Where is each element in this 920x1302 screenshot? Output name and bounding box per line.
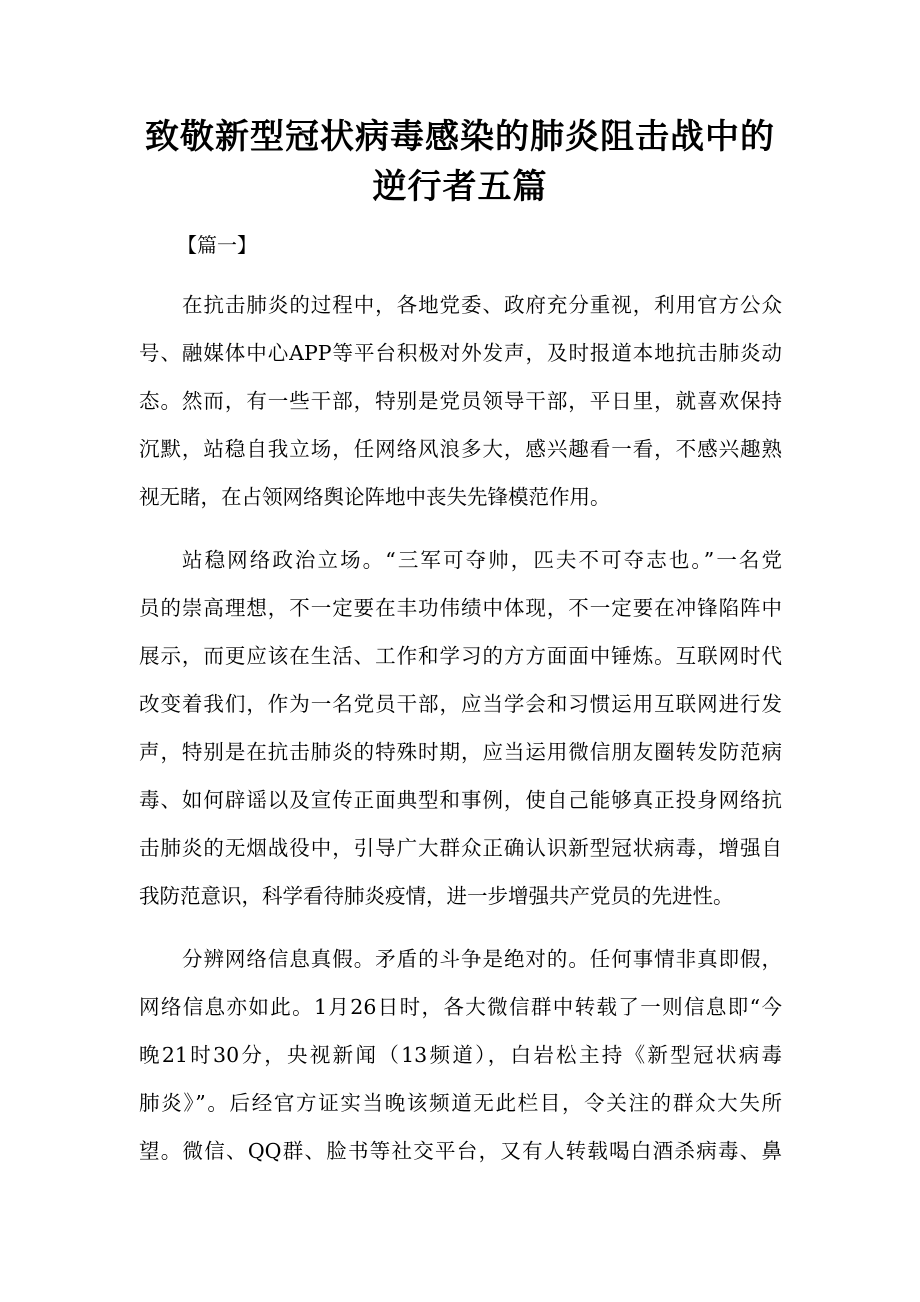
paragraph-2-line-3: 展示，而更应该在生活、工作和学习的方方面面中锤炼。互联网时代 bbox=[139, 644, 782, 668]
paragraph-1-line-1: 在抗击肺炎的过程中，各地党委、政府充分重视，利用官方公众 bbox=[182, 293, 782, 317]
paragraph-3-line-3: 晚21时30分，央视新闻（13频道），白岩松主持《新型冠状病毒 bbox=[139, 1043, 782, 1067]
paragraph-2-line-5: 声，特别是在抗击肺炎的特殊时期，应当运用微信朋友圈转发防范病 bbox=[139, 740, 782, 764]
title-line-2: 逆行者五篇 bbox=[372, 167, 548, 207]
paragraph-3-line-2: 网络信息亦如此。1月26日时，各大微信群中转载了一则信息即“今 bbox=[139, 995, 782, 1019]
title-line-1: 致敬新型冠状病毒感染的肺炎阻击战中的 bbox=[145, 117, 775, 157]
paragraph-1-line-2: 号、融媒体中心APP等平台积极对外发声，及时报道本地抗击肺炎动 bbox=[139, 341, 782, 365]
paragraph-2-line-1: 站稳网络政治立场。“三军可夺帅，匹夫不可夺志也。”一名党 bbox=[182, 548, 782, 572]
paragraph-3-line-5: 望。微信、QQ群、脸书等社交平台，又有人转载喝白酒杀病毒、鼻 bbox=[139, 1139, 782, 1163]
paragraph-3-line-1: 分辨网络信息真假。矛盾的斗争是绝对的。任何事情非真即假， bbox=[182, 947, 782, 971]
paragraph-2-line-6: 毒、如何辟谣以及宣传正面典型和事例，使自己能够真正投身网络抗 bbox=[139, 788, 782, 812]
paragraph-1-line-4: 沉默，站稳自我立场，任网络风浪多大，感兴趣看一看，不感兴趣熟 bbox=[139, 437, 782, 461]
document-title bbox=[100, 112, 820, 212]
paragraph-2-line-8: 我防范意识，科学看待肺炎疫情，进一步增强共产党员的先进性。 bbox=[139, 884, 734, 908]
paragraph-1-line-3: 态。然而，有一些干部，特别是党员领导干部，平日里，就喜欢保持 bbox=[139, 389, 782, 413]
paragraph-2-line-2: 员的崇高理想，不一定要在丰功伟绩中体现，不一定要在冲锋陷阵中 bbox=[139, 596, 782, 620]
paragraph-2-line-7: 击肺炎的无烟战役中，引导广大群众正确认识新型冠状病毒，增强自 bbox=[139, 836, 782, 860]
paragraph-1-line-5: 视无睹，在占领网络舆论阵地中丧失先锋模范作用。 bbox=[139, 485, 611, 509]
paragraph-3-line-4: 肺炎》”。后经官方证实当晚该频道无此栏目，令关注的群众大失所 bbox=[139, 1091, 782, 1115]
paragraph-2-line-4: 改变着我们，作为一名党员干部，应当学会和习惯运用互联网进行发 bbox=[139, 692, 782, 716]
section-label: 【篇一】 bbox=[177, 233, 257, 257]
